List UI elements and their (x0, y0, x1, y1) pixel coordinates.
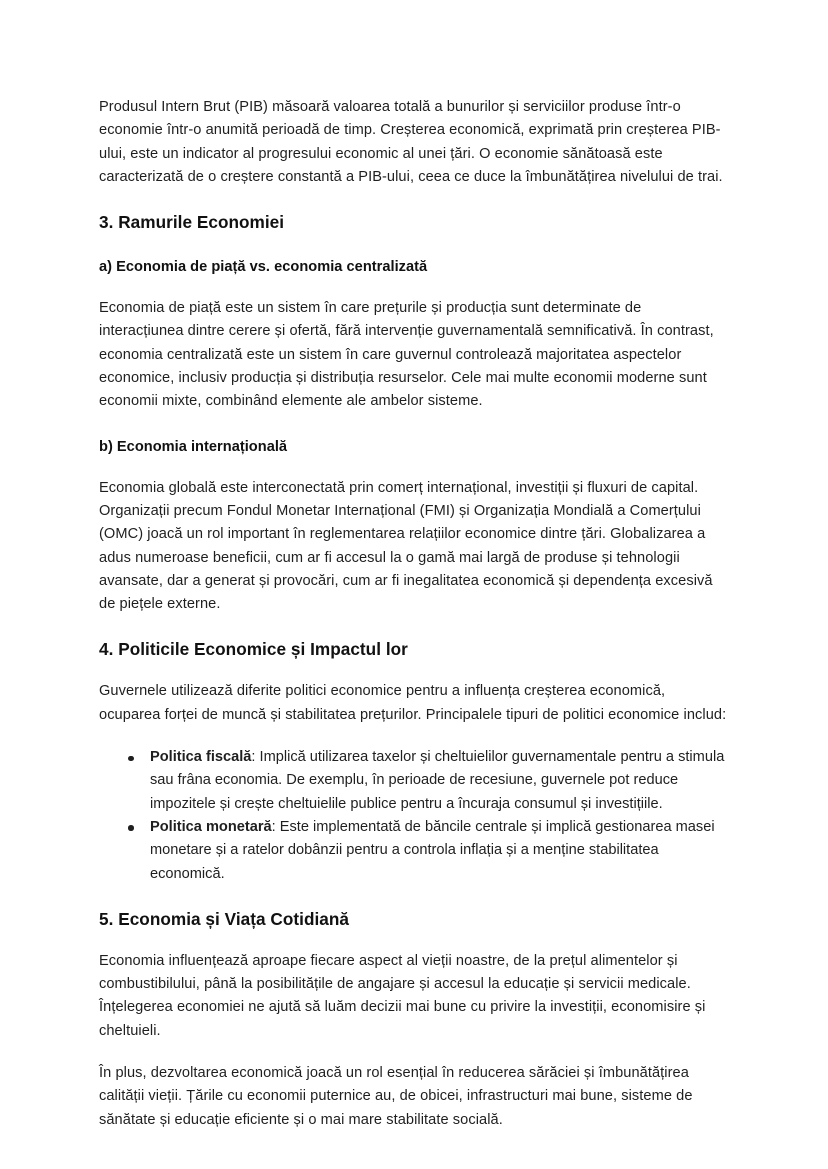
list-item-lead: Politica fiscală (150, 749, 252, 766)
intro-paragraph: Produsul Intern Brut (PIB) măsoară valoarea totală a bunurilor și serviciilor produse într-o economie într-o anumită perioadă de timp. Creșterea economică, exprimată prin creșterea PIB-ului, este un indicator al progresului economic al unei țări. O economie sănătoasă este caracterizată de o creștere constantă a PIB-ului, ceea ce duce la îmbunătățirea nivelului de trai. (99, 99, 723, 185)
policy-list (99, 746, 729, 886)
subsection-heading-3a: a) Economia de piață vs. economia centralizată (99, 259, 428, 276)
subsection-paragraph-3b: Economia globală este interconectată prin comerț internațional, investiții și fluxuri de capital. Organizații precum Fondul Monetar Internațional (FMI) și Organizația Mondială a Comerțului (OMC) joacă un rol important în reglementarea relațiilor economice dintre țări. Globalizarea a adus numeroase beneficii, cum ar fi accesul la o gamă mai largă de produse și tehnologii avansate, dar a generat și provocări, cum ar fi inegalitatea economică și dependența excesivă de piețele externe. (99, 479, 713, 613)
subsection-paragraph-3a: Economia de piață este un sistem în care prețurile și producția sunt determinate de interacțiunea dintre cerere și ofertă, fără intervenție guvernamentală semnificativă. În contrast, economia centralizată este un sistem în care guvernul controlează majoritatea aspectelor economice, inclusiv producția și distribuția resurselor. Cele mai multe economii moderne sunt economii mixte, combinând elemente ale ambelor sisteme. (99, 300, 714, 410)
list-item (150, 746, 729, 816)
list-item-text: : Este implementată de băncile centrale și implică gestionarea masei monetare și a ratelor dobânzii pentru a controla inflația și a menține stabilitatea economică. (150, 818, 715, 882)
section-5-paragraph-2: În plus, dezvoltarea economică joacă un rol esențial în reducerea sărăciei și îmbunătățirea calității vieții. Țările cu economii puternice au, de obicei, infrastructuri mai bune, sisteme de sănătate și educație eficiente și o mai mare stabilitate socială. (99, 1065, 693, 1128)
document-body (99, 96, 729, 1132)
list-item-lead: Politica monetară (150, 818, 272, 835)
section-heading-5: 5. Economia și Viața Cotidiană (99, 908, 350, 929)
section-heading-4: 4. Politicile Economice și Impactul lor (99, 639, 408, 660)
subsection-heading-3b: b) Economia internațională (99, 438, 288, 455)
section-5-paragraph-1: Economia influențează aproape fiecare aspect al vieții noastre, de la prețul alimentelor și combustibilului, până la posibilitățile de angajare și accesul la educație și servicii medicale. Înțelegerea economiei ne ajută să luăm decizii mai bune cu privire la investiții, economisire și cheltuieli. (99, 952, 706, 1039)
list-item-text: : Implică utilizarea taxelor și cheltuielilor guvernamentale pentru a stimula sau frâna economia. De exemplu, în perioade de recesiune, guvernele pot reduce impozitele și crește cheltuielile publice pentru a încuraja consumul și investițiile. (150, 749, 725, 812)
section-heading-3: 3. Ramurile Economiei (99, 212, 285, 233)
section-4-intro-paragraph: Guvernele utilizează diferite politici economice pentru a influența creșterea economică, ocuparea forței de muncă și stabilitatea prețurilor. Principalele tipuri de politici economice includ: (99, 683, 727, 723)
list-item (150, 816, 729, 886)
